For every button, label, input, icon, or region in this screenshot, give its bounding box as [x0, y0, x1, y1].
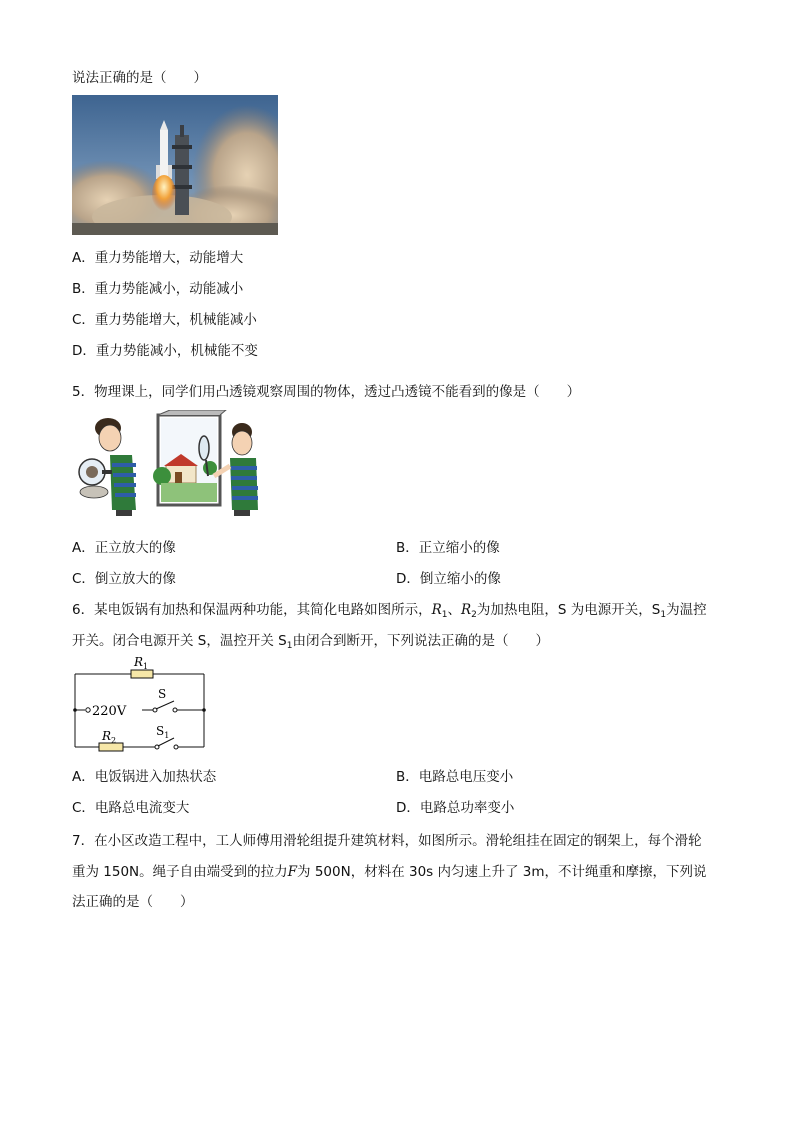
- q7-stem-line2: 重为 150N。绳子自由端受到的拉力F为 500N，材料在 30s 内匀速上升了 3m，不计绳重和摩擦，下列说: [72, 864, 707, 880]
- rice-cooker-circuit-diagram: [70, 654, 210, 752]
- lens-observation-illustration: [70, 410, 276, 520]
- q4-option-d: D．重力势能减小，机械能不变: [72, 343, 258, 359]
- q4-option-b: B．重力势能减小，动能减小: [72, 281, 244, 297]
- q4-stem-tail: 说法正确的是（ ）: [72, 70, 207, 86]
- q5-option-c: C．倒立放大的像: [72, 571, 176, 587]
- q5-option-d: D．倒立缩小的像: [396, 571, 501, 587]
- q6-stem-line2: 开关。闭合电源开关 S，温控开关 $S_1$由闭合到断开，下列说法正确的是（ ）: [72, 633, 549, 651]
- q6-option-d: D．电路总功率变小: [396, 800, 515, 816]
- q5-option-b: B．正立缩小的像: [396, 540, 500, 556]
- q6-option-b: B．电路总电压变小: [396, 769, 514, 785]
- q6-option-c: C．电路总电流变大: [72, 800, 190, 816]
- q5-stem: 5．物理课上，同学们用凸透镜观察周围的物体，透过凸透镜不能看到的像是（ ）: [72, 384, 581, 400]
- q7-stem-line1: 7．在小区改造工程中，工人师傅用滑轮组提升建筑材料，如图所示。滑轮组挂在固定的钢架上，每个滑轮: [72, 833, 702, 849]
- r1-resistor: [131, 670, 153, 678]
- q5-option-a: A．正立放大的像: [72, 540, 176, 556]
- rocket-launch-photo: [72, 95, 278, 235]
- s-switch-label: S: [158, 687, 167, 701]
- q4-option-a: A．重力势能增大，动能增大: [72, 250, 244, 266]
- q6-option-a: A．电饭锅进入加热状态: [72, 769, 217, 785]
- q7-stem-line3: 法正确的是（ ）: [72, 894, 194, 910]
- q4-option-c: C．重力势能增大，机械能减小: [72, 312, 257, 328]
- s1-switch-label: $S_1$: [156, 724, 170, 740]
- r1-label: $R_1$: [134, 655, 149, 671]
- voltage-label: 220V: [92, 704, 127, 719]
- q6-stem-line1: 6．某电饭锅有加热和保温两种功能，其简化电路如图所示，$R_1$、$R_2$为加热电阻，S 为电源开关，$S_1$为温控: [72, 602, 707, 620]
- r2-label: $R_2$: [102, 729, 117, 745]
